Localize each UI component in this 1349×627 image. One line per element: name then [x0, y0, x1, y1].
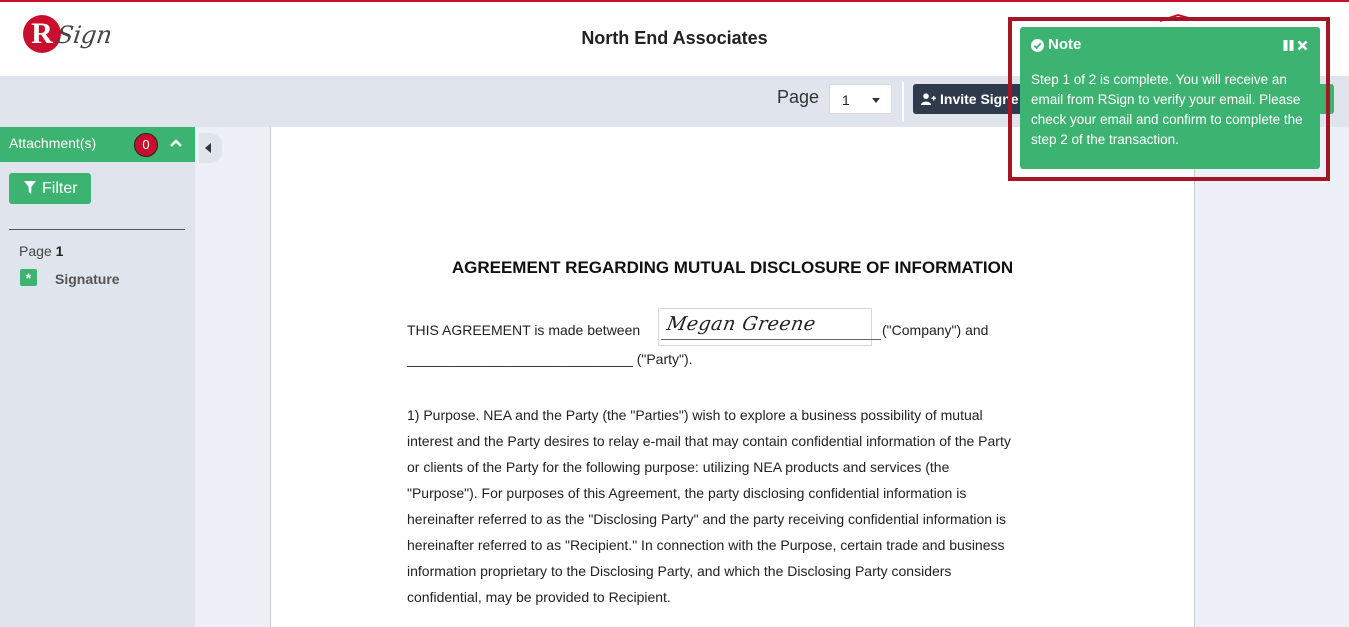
caret-down-icon	[872, 98, 880, 103]
sidebar-page-number: 1	[55, 243, 64, 259]
note-message: Step 1 of 2 is complete. You will receive an email from RSign to verify your email. Please check your email and confirm to complete the step 2 of the transaction.	[1031, 72, 1303, 147]
paragraph-line: interest and the Party desires to relay e-mail that may contain confidential information of the Party	[407, 433, 1011, 449]
paragraph-line: hereinafter referred to as "Recipient." In connection with the Purpose, certain trade and business	[407, 537, 1005, 553]
signature-value: Megan Greene	[665, 313, 818, 335]
signature-underline	[661, 339, 881, 340]
paragraph-line: hereinafter referred to as the "Disclosing Party" and the party receiving confidential information is	[407, 511, 1007, 527]
sidebar	[0, 127, 195, 627]
note-title: Note	[1048, 36, 1082, 53]
paragraph-line: information proprietary to the Disclosing Party, and which the Disclosing Party considers	[407, 563, 952, 579]
caret-left-icon	[205, 143, 211, 153]
filter-label: Filter	[42, 180, 78, 197]
filter-button[interactable]	[9, 173, 91, 204]
agreement-line-suffix: ("Company") and	[882, 322, 989, 338]
logo-letter: R	[23, 15, 61, 53]
document-title: AGREEMENT REGARDING MUTUAL DISCLOSURE OF INFORMATION	[451, 258, 1014, 277]
logo-text: Sign	[55, 21, 114, 49]
page-label: Page	[777, 87, 820, 107]
user-plus-icon	[921, 93, 936, 105]
sidebar-page-heading	[19, 243, 63, 259]
paragraph-line: or clients of the Party for the following purpose: utilizing NEA products and services (the	[407, 459, 950, 475]
page-select-value: 1	[842, 92, 850, 108]
attachments-count-badge: 0	[134, 133, 158, 157]
page-select[interactable]	[829, 84, 892, 114]
attachments-header[interactable]	[0, 127, 195, 162]
asterisk-icon: *	[20, 269, 37, 286]
collapse-sidebar-toggle[interactable]	[199, 133, 222, 163]
highlight-outline	[1008, 17, 1330, 181]
invite-signer-label: Invite Signe	[940, 91, 1019, 107]
paragraph-line: 1) Purpose. NEA and the Party (the "Parties") wish to explore a business possibility of mutual	[407, 407, 983, 423]
chevron-up-icon[interactable]	[170, 139, 182, 147]
paragraph-line: confidential, may be provided to Recipient.	[407, 589, 671, 605]
sidebar-page-prefix: Page	[19, 243, 52, 259]
paragraph-line: "Purpose"). For purposes of this Agreement, the party disclosing confidential information is	[407, 485, 967, 501]
toolbar-divider	[902, 82, 904, 122]
signature-field[interactable]	[658, 308, 872, 346]
party-line: _____________________________ ("Party").	[407, 351, 693, 367]
sidebar-divider	[9, 229, 185, 230]
filter-icon	[24, 181, 36, 194]
sidebar-item-label: Signature	[55, 271, 120, 287]
attachments-label: Attachment(s)	[9, 135, 97, 151]
agreement-line-prefix: THIS AGREEMENT is made between	[407, 322, 641, 338]
company-name: North End Associates	[581, 28, 768, 48]
